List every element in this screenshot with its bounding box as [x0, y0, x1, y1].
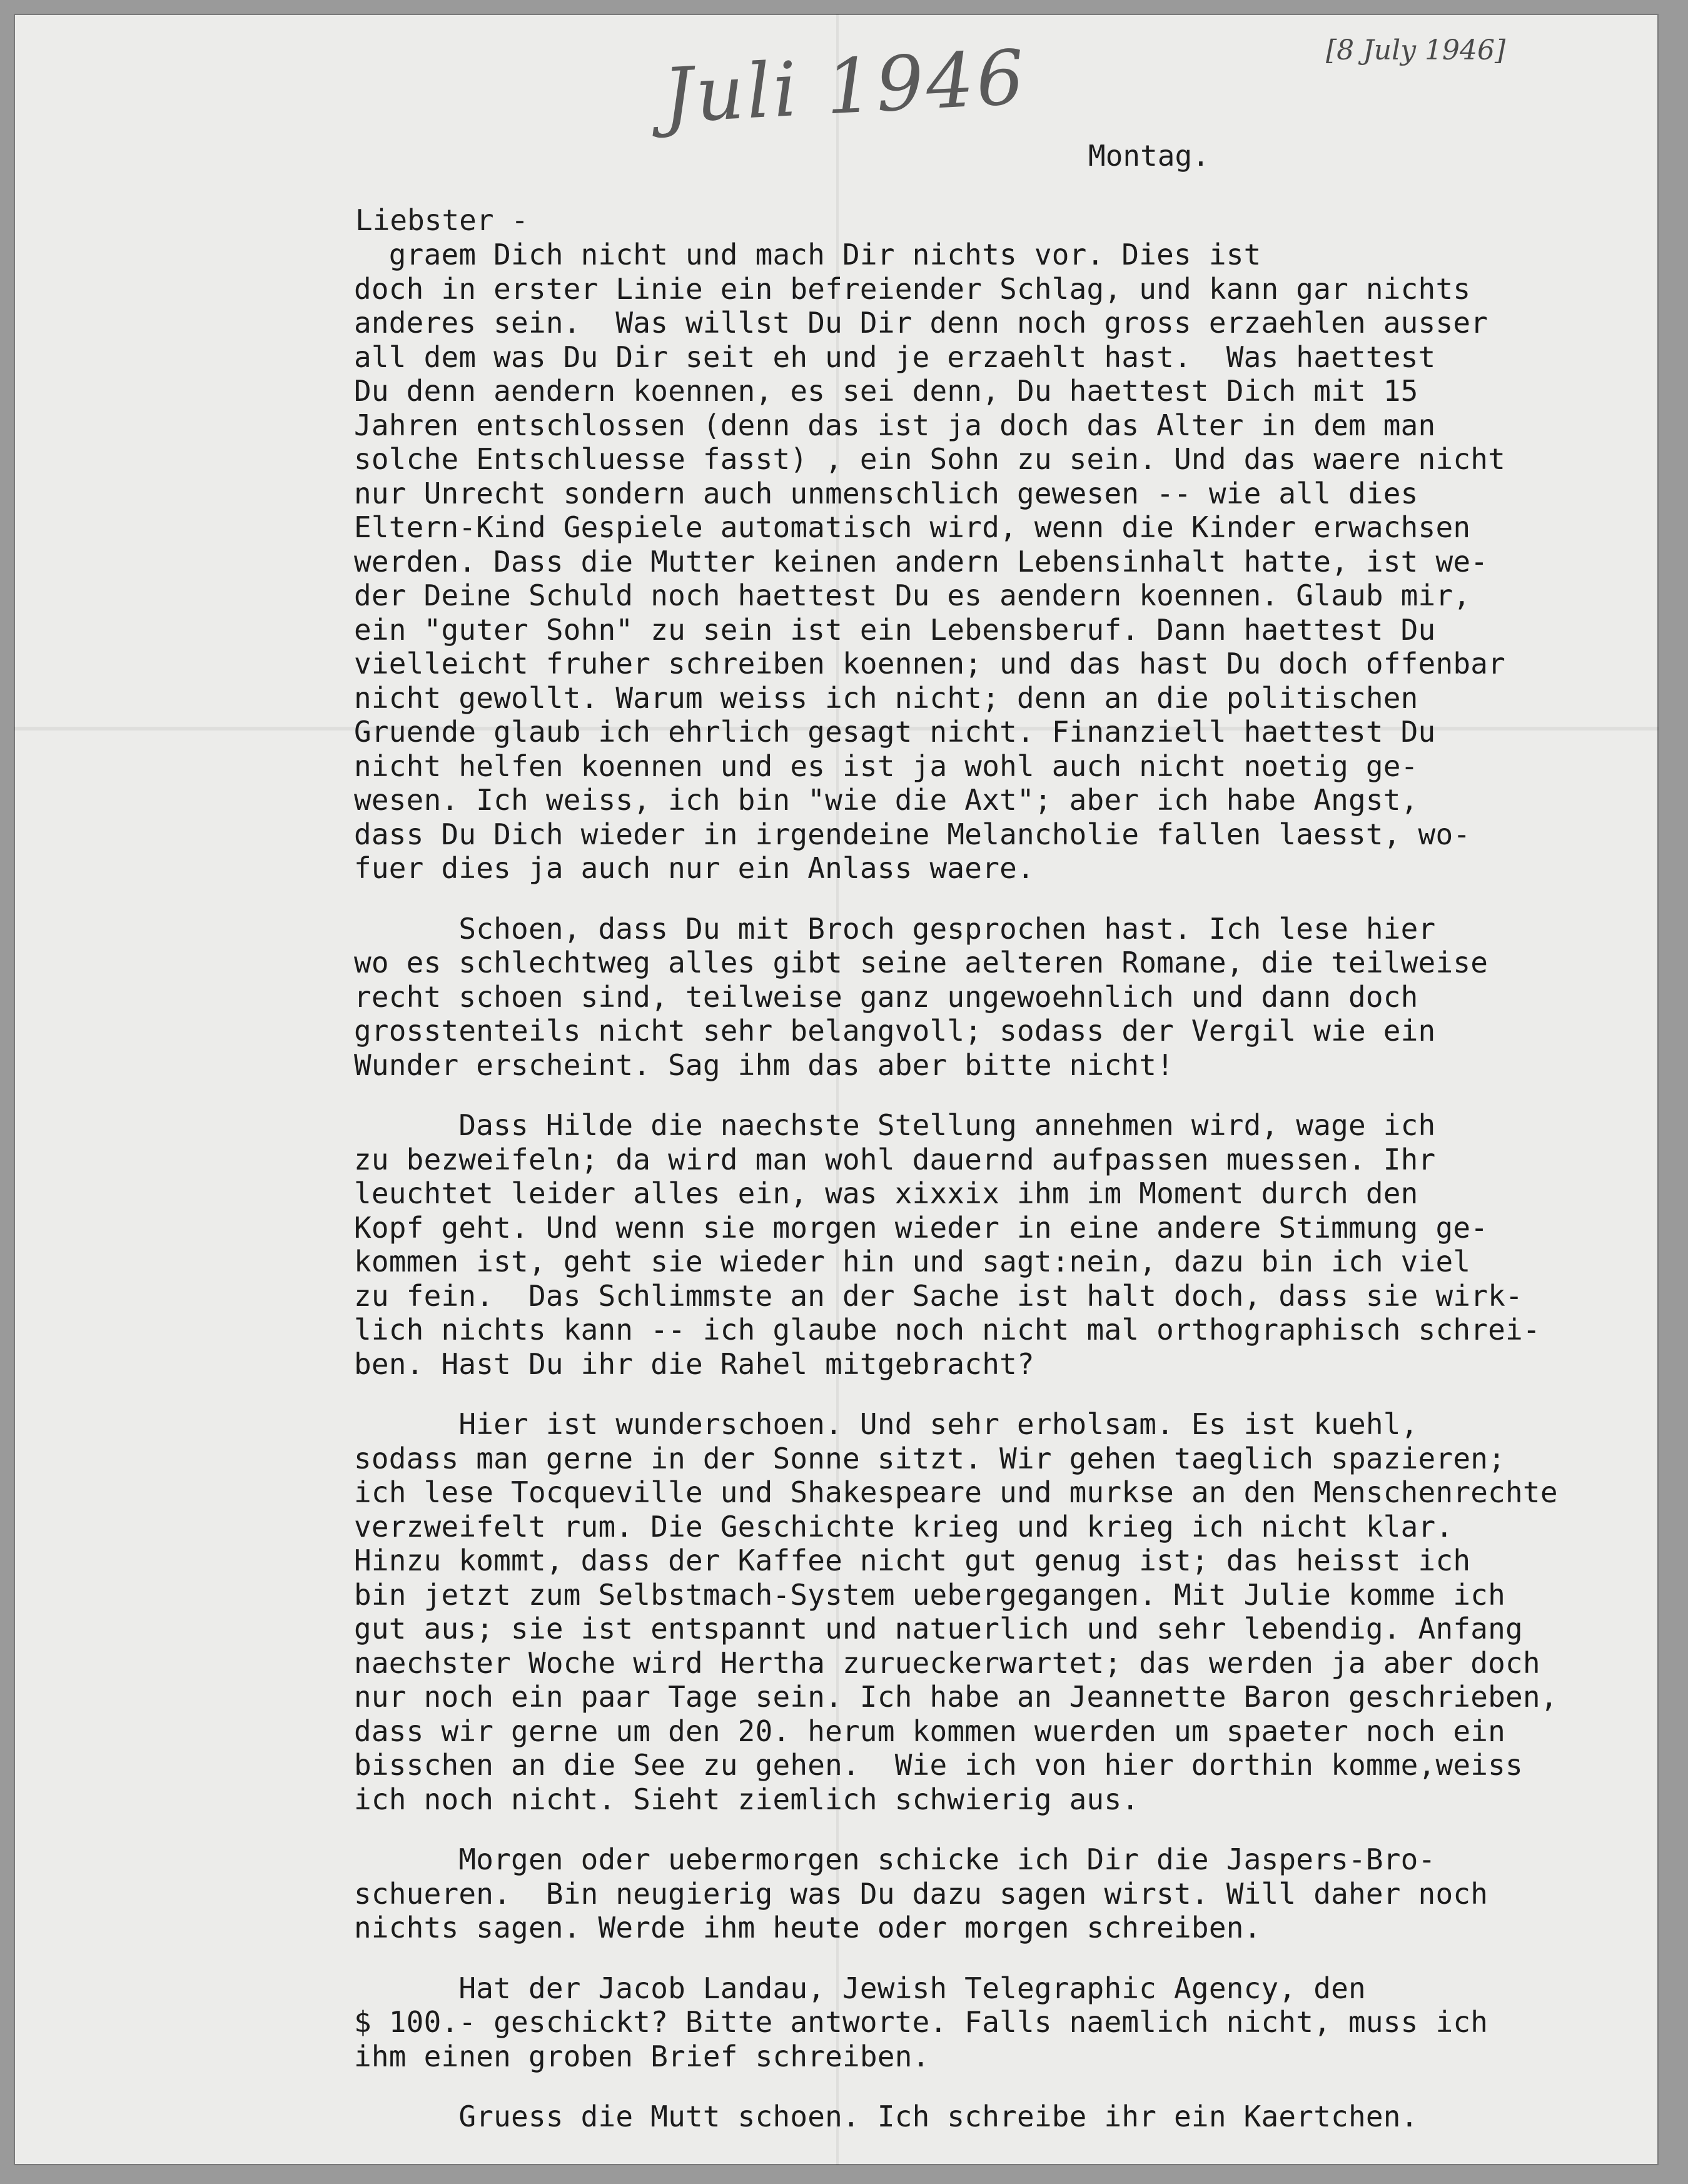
text-line: Hat der Jacob Landau, Jewish Telegraphic Agency, den [354, 1971, 1366, 2005]
text-line: Du denn aendern koennen, es sei denn, Du haettest Dich mit 15 [354, 374, 1418, 408]
text-line: leuchtet leider alles ein, was xixxix ihm im Moment durch den [354, 1176, 1418, 1210]
pencil-date-annotation: Juli 1946 [660, 34, 1029, 141]
text-line: nicht helfen koennen und es ist ja wohl auch nicht noetig ge- [354, 749, 1418, 783]
text-line: graem Dich nicht und mach Dir nichts vor. Dies ist [354, 238, 1261, 271]
text-line: naechster Woche wird Hertha zurueckerwartet; das werden ja aber doch [354, 1646, 1540, 1680]
text-line: Eltern-Kind Gespiele automatisch wird, wenn die Kinder erwachsen [354, 510, 1471, 544]
text-line: Dass Hilde die naechste Stellung annehmen wird, wage ich [354, 1108, 1436, 1142]
text-line: Morgen oder uebermorgen schicke ich Dir die Jaspers-Bro- [354, 1843, 1436, 1876]
text-line: der Deine Schuld noch haettest Du es aendern koennen. Glaub mir, [354, 579, 1471, 612]
weekday-heading: Montag. [1088, 139, 1210, 173]
text-line: gut aus; sie ist entspannt und natuerlich und sehr lebendig. Anfang [354, 1612, 1523, 1646]
paragraph-gap [354, 1816, 1655, 1843]
paragraph [354, 912, 1655, 1083]
text-line: anderes sein. Was willst Du Dir denn noch gross erzaehlen ausser [354, 306, 1488, 340]
text-line: Gruess die Mutt schoen. Ich schreibe ihr ein Kaertchen. [354, 2100, 1418, 2133]
paragraph-gap [354, 886, 1655, 912]
text-line: wesen. Ich weiss, ich bin "wie die Axt"; aber ich habe Angst, [354, 783, 1418, 817]
text-line: dass wir gerne um den 20. herum kommen wuerden um spaeter noch ein [354, 1714, 1506, 1748]
paragraph [354, 2100, 1655, 2134]
paragraph-gap [354, 1082, 1655, 1108]
paragraph-gap [354, 1945, 1655, 1971]
text-line: vielleicht fruher schreiben koennen; und das hast Du doch offenbar [354, 647, 1506, 680]
paragraph [354, 238, 1655, 886]
text-line: bin jetzt zum Selbstmach-System uebergegangen. Mit Julie komme ich [354, 1577, 1506, 1612]
text-line: Gruende glaub ich ehrlich gesagt nicht. Finanziell haettest Du [354, 715, 1436, 749]
text-line: $ 100.- geschickt? Bitte antworte. Falls naemlich nicht, muss ich [354, 2005, 1488, 2039]
text-line: schueren. Bin neugierig was Du dazu sagen wirst. Will daher noch [354, 1876, 1488, 1911]
text-line: Hier ist wunderschoen. Und sehr erholsam. Es ist kuehl, [354, 1407, 1418, 1441]
text-line: doch in erster Linie ein befreiender Schlag, und kann gar nichts [354, 271, 1471, 306]
text-line: Kopf geht. Und wenn sie morgen wieder in eine andere Stimmung ge- [354, 1210, 1488, 1245]
text-line: zu fein. Das Schlimmste an der Sache ist halt doch, dass sie wirk- [354, 1278, 1523, 1313]
text-line: fuer dies ja auch nur ein Anlass waere. [354, 851, 1034, 885]
text-line: ein "guter Sohn" zu sein ist ein Lebensberuf. Dann haettest Du [354, 612, 1436, 647]
text-line: werden. Dass die Mutter keinen andern Lebensinhalt hatte, ist we- [354, 544, 1488, 579]
paragraph [354, 1971, 1655, 2074]
text-line: wo es schlechtweg alles gibt seine aelteren Romane, die teilweise [354, 946, 1488, 979]
paragraph-gap [354, 2073, 1655, 2100]
text-line: ben. Hast Du ihr die Rahel mitgebracht? [354, 1347, 1034, 1381]
text-line: dass Du Dich wieder in irgendeine Melancholie fallen laesst, wo- [354, 817, 1471, 851]
paragraph-gap [354, 1381, 1655, 1407]
text-line: Schoen, dass Du mit Broch gesprochen hast. Ich lese hier [354, 911, 1436, 946]
paragraph [354, 1843, 1655, 1945]
text-line: sodass man gerne in der Sonne sitzt. Wir gehen taeglich spazieren; [354, 1441, 1506, 1475]
letter-body [354, 238, 1655, 2134]
text-line: verzweifelt rum. Die Geschichte krieg und krieg ich nicht klar. [354, 1509, 1453, 1544]
text-line: Jahren entschlossen (denn das ist ja doch das Alter in dem man [354, 408, 1436, 442]
text-line: bisschen an die See zu gehen. Wie ich von hier dorthin komme,weiss [354, 1748, 1523, 1782]
text-line: grosstenteils nicht sehr belangvoll; sodass der Vergil wie ein [354, 1014, 1436, 1048]
text-line: recht schoen sind, teilweise ganz ungewoehnlich und dann doch [354, 979, 1418, 1014]
text-line: lich nichts kann -- ich glaube noch nicht mal orthographisch schrei- [354, 1313, 1540, 1347]
salutation: Liebster - [355, 203, 528, 237]
text-line: nur Unrecht sondern auch unmenschlich gewesen -- wie all dies [354, 476, 1418, 510]
text-line: all dem was Du Dir seit eh und je erzaehlt hast. Was haettest [354, 340, 1436, 374]
text-line: zu bezweifeln; da wird man wohl dauernd aufpassen muessen. Ihr [354, 1142, 1436, 1176]
text-line: ich lese Tocqueville und Shakespeare und murkse an den Menschenrechte [354, 1475, 1558, 1509]
text-line: solche Entschluesse fasst) , ein Sohn zu sein. Und das waere nicht [354, 442, 1506, 476]
paragraph [354, 1108, 1655, 1381]
text-line: nicht gewollt. Warum weiss ich nicht; denn an die politischen [354, 680, 1418, 715]
text-line: Hinzu kommt, dass der Kaffee nicht gut genug ist; das heisst ich [354, 1544, 1471, 1577]
paragraph [354, 1407, 1655, 1816]
text-line: ihm einen groben Brief schreiben. [354, 2039, 930, 2073]
text-line: nichts sagen. Werde ihm heute oder morgen schreiben. [354, 1911, 1261, 1944]
text-line: kommen ist, geht sie wieder hin und sagt:nein, dazu bin ich viel [354, 1245, 1471, 1278]
archive-date-annotation: [8 July 1946] [1326, 34, 1506, 66]
text-line: Wunder erscheint. Sag ihm das aber bitte nicht! [354, 1048, 1175, 1082]
text-line: ich noch nicht. Sieht ziemlich schwierig aus. [354, 1782, 1140, 1816]
text-line: nur noch ein paar Tage sein. Ich habe an Jeannette Baron geschrieben, [354, 1680, 1558, 1714]
